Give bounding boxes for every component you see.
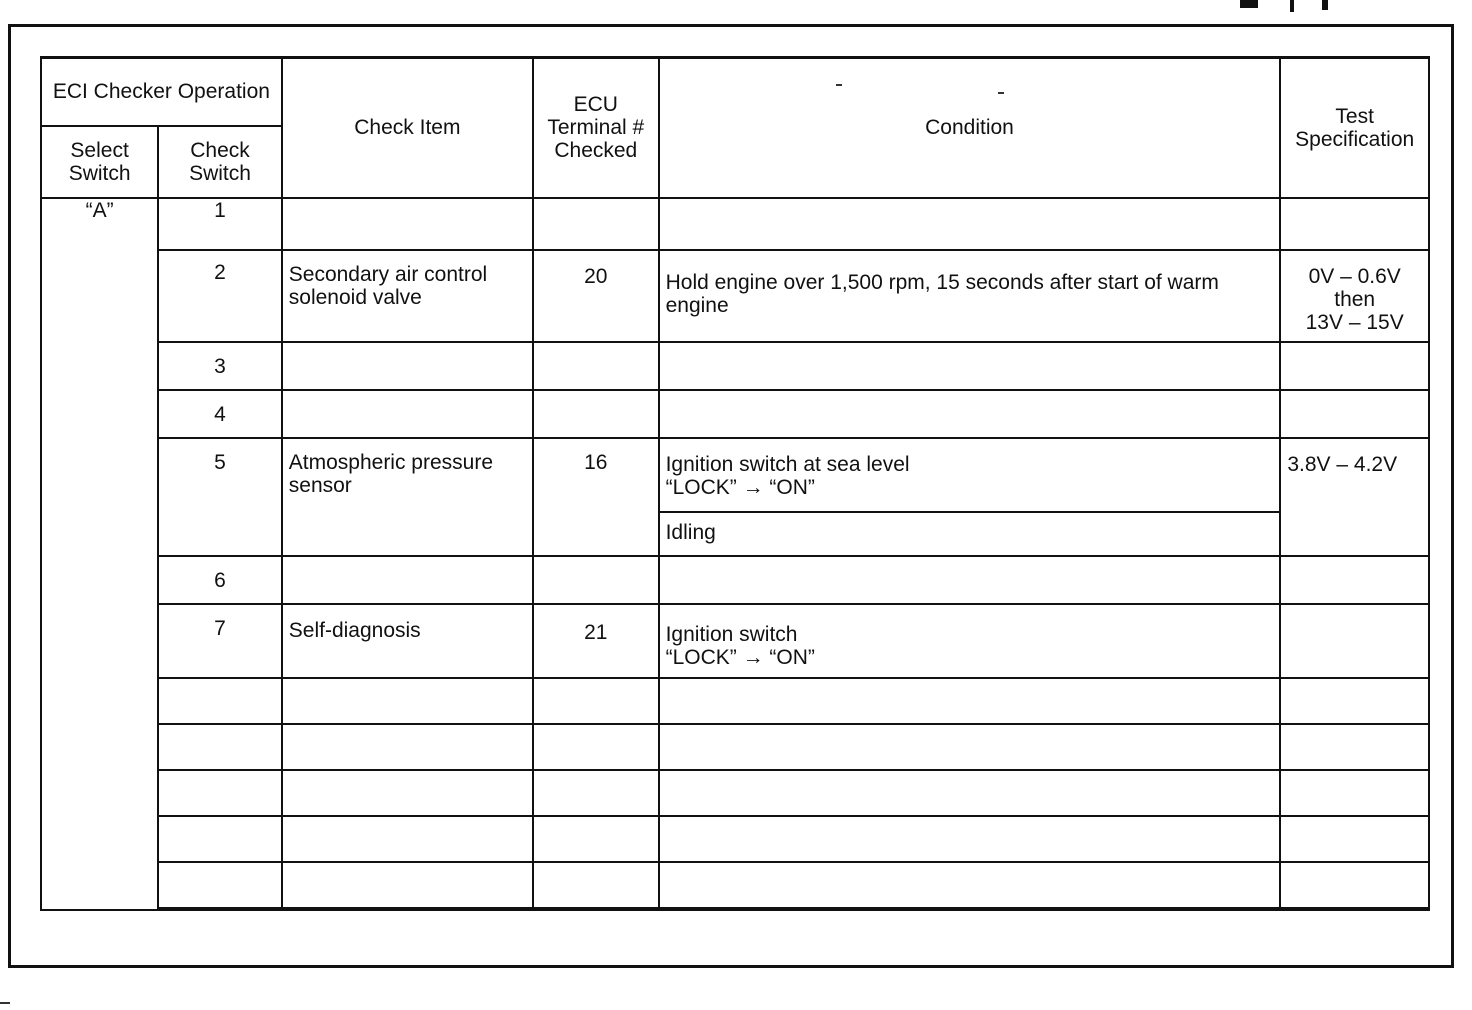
blank-cell <box>1280 816 1429 862</box>
blank-cell <box>533 724 659 770</box>
blank-cell <box>282 816 533 862</box>
scan-speck <box>836 84 842 86</box>
blank-cell <box>533 908 659 910</box>
ecu-terminal-cell: 21 <box>533 604 659 678</box>
blank-cell <box>659 724 1281 770</box>
condition-cell: Idling <box>659 512 1281 556</box>
check-item-cell: Secondary air control solenoid valve <box>282 250 533 342</box>
header-row <box>41 58 1429 126</box>
ecu-terminal-cell <box>533 342 659 390</box>
condition-line: “LOCK” → “ON” <box>665 475 815 499</box>
test-spec-cell <box>1280 390 1429 438</box>
check-switch-cell: 1 <box>158 198 282 250</box>
ecu-terminal-cell <box>533 198 659 250</box>
test-spec-line: then <box>1334 287 1376 311</box>
table-row <box>41 604 1429 678</box>
blank-cell <box>533 770 659 816</box>
header-condition: Condition <box>659 58 1281 198</box>
blank-cell <box>533 816 659 862</box>
blank-cell <box>1280 724 1429 770</box>
condition-cell <box>659 438 1281 512</box>
header-ecu-terminal: ECU Terminal # Checked <box>533 58 659 198</box>
test-spec-cell <box>1280 198 1429 250</box>
blank-cell <box>158 724 282 770</box>
blank-cell <box>533 862 659 908</box>
blank-cell <box>1280 770 1429 816</box>
blank-cell <box>659 678 1281 724</box>
scan-speck <box>998 92 1004 94</box>
check-switch-cell: 4 <box>158 390 282 438</box>
blank-cell <box>533 678 659 724</box>
test-spec-cell: 3.8V – 4.2V <box>1280 438 1429 556</box>
condition-cell <box>659 556 1281 604</box>
ecu-terminal-cell: 20 <box>533 250 659 342</box>
blank-cell <box>158 816 282 862</box>
test-spec-cell <box>1280 604 1429 678</box>
check-item-cell <box>282 556 533 604</box>
blank-cell <box>282 770 533 816</box>
table-row <box>41 342 1429 390</box>
condition-line: Ignition switch at sea level <box>665 452 910 476</box>
test-spec-cell <box>1280 556 1429 604</box>
blank-cell <box>282 724 533 770</box>
table-row <box>41 770 1429 816</box>
table-row <box>41 862 1429 908</box>
eci-check-table <box>40 56 1430 911</box>
test-spec-line: 13V – 15V <box>1305 310 1404 334</box>
header-test-specification: Test Specification <box>1280 58 1429 198</box>
check-item-cell <box>282 390 533 438</box>
check-item-cell <box>282 198 533 250</box>
test-spec-line: 0V – 0.6V <box>1308 264 1401 288</box>
table-row <box>41 724 1429 770</box>
table-row <box>41 556 1429 604</box>
blank-cell <box>1280 678 1429 724</box>
header-check-switch: Check Switch <box>158 126 282 198</box>
table-row <box>41 250 1429 342</box>
test-spec-cell <box>1280 342 1429 390</box>
table-row <box>41 390 1429 438</box>
condition-cell <box>659 604 1281 678</box>
check-item-cell: Self-diagnosis <box>282 604 533 678</box>
header-eci-checker-operation: ECI Checker Operation <box>41 58 282 126</box>
table-row <box>41 678 1429 724</box>
blank-cell <box>659 770 1281 816</box>
table-row <box>41 198 1429 250</box>
check-switch-cell: 5 <box>158 438 282 556</box>
blank-cell <box>158 908 282 910</box>
check-switch-cell: 7 <box>158 604 282 678</box>
table-row <box>41 816 1429 862</box>
table-row <box>41 438 1429 512</box>
condition-cell <box>659 198 1281 250</box>
condition-line: Ignition switch <box>665 622 798 646</box>
blank-cell <box>158 862 282 908</box>
blank-cell <box>659 908 1281 910</box>
condition-cell <box>659 390 1281 438</box>
ecu-terminal-cell <box>533 556 659 604</box>
select-switch-cell: “A” <box>41 198 158 910</box>
ecu-terminal-cell <box>533 390 659 438</box>
blank-cell <box>282 862 533 908</box>
header-check-item: Check Item <box>282 58 533 198</box>
blank-cell <box>158 770 282 816</box>
check-switch-cell: 6 <box>158 556 282 604</box>
check-switch-cell: 2 <box>158 250 282 342</box>
check-item-cell <box>282 342 533 390</box>
check-item-cell: Atmospheric pressure sensor <box>282 438 533 556</box>
blank-cell <box>282 678 533 724</box>
scan-speck <box>0 1002 10 1004</box>
table-row <box>41 908 1429 910</box>
blank-cell <box>1280 908 1429 910</box>
check-switch-cell: 3 <box>158 342 282 390</box>
condition-cell: Hold engine over 1,500 rpm, 15 seconds after start of warm engine <box>659 250 1281 342</box>
blank-cell <box>282 908 533 910</box>
blank-cell <box>1280 862 1429 908</box>
scan-top-marks <box>1230 0 1340 14</box>
blank-cell <box>158 678 282 724</box>
blank-cell <box>659 862 1281 908</box>
blank-cell <box>659 816 1281 862</box>
test-spec-cell <box>1280 250 1429 342</box>
condition-cell <box>659 342 1281 390</box>
ecu-terminal-cell: 16 <box>533 438 659 556</box>
condition-line: “LOCK” → “ON” <box>665 645 815 669</box>
header-select-switch: Select Switch <box>41 126 158 198</box>
